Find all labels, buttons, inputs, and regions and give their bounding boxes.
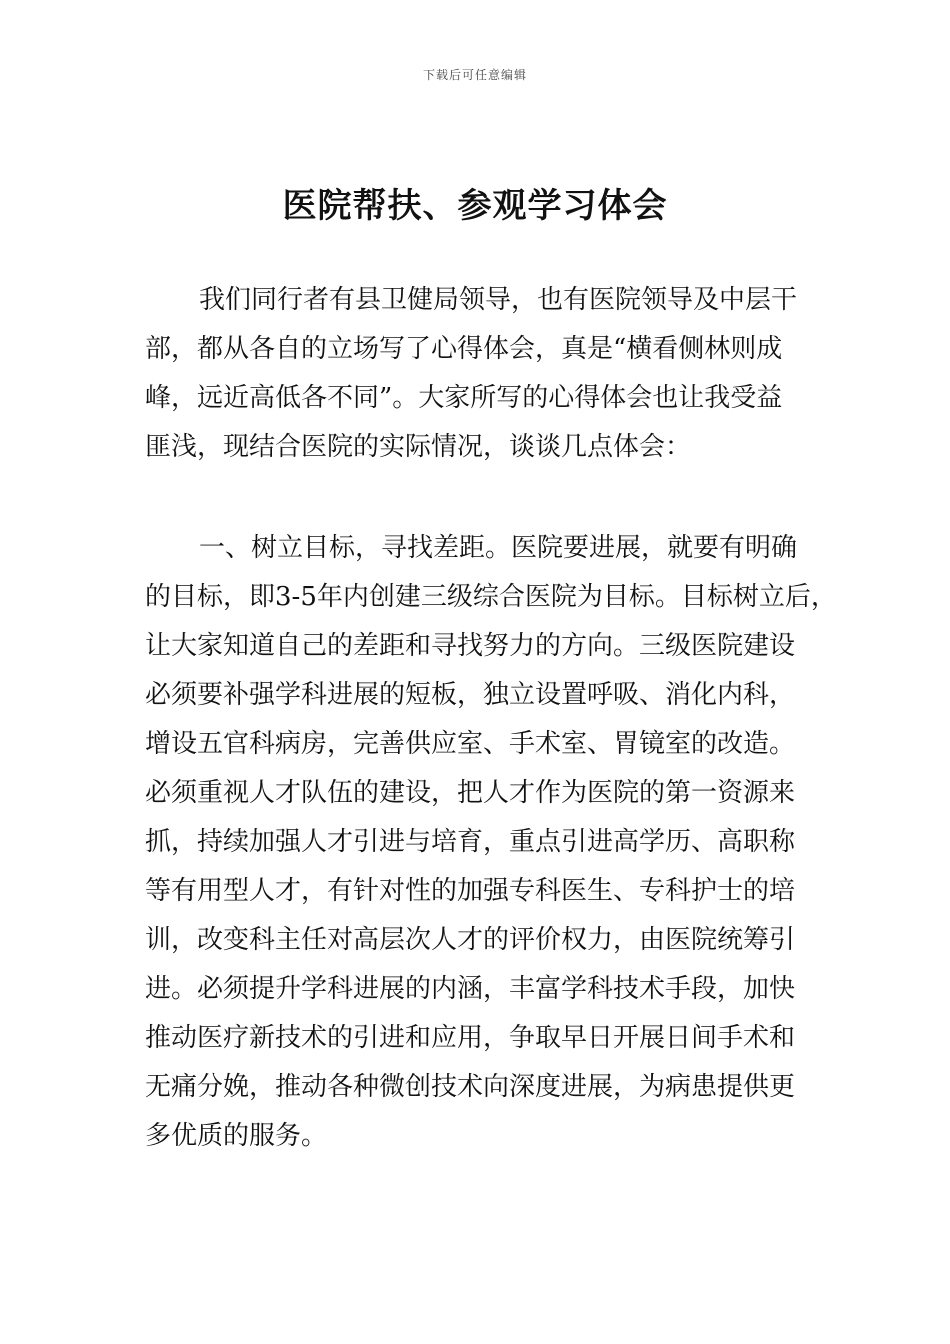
paragraph-line: 的目标，即3-5年内创建三级综合医院为目标。目标树立后， <box>145 582 837 612</box>
paragraph-line: 峰，远近高低各不同”。大家所写的心得体会也让我受益 <box>145 383 783 413</box>
paragraph-line: 部，都从各自的立场写了心得体会，真是“横看侧林则成 <box>145 334 783 364</box>
page-title: 医院帮扶、参观学习体会 <box>282 186 668 226</box>
paragraph-section-one <box>145 524 837 1161</box>
paragraph-line: 让大家知道自己的差距和寻找努力的方向。三级医院建设 <box>145 631 796 661</box>
paragraph-line: 训，改变科主任对高层次人才的评价权力，由医院统筹引 <box>145 925 796 955</box>
paragraph-line: 等有用型人才，有针对性的加强专科医生、专科护士的培 <box>145 876 796 906</box>
paragraph-line: 无痛分娩，推动各种微创技术向深度进展，为病患提供更 <box>145 1072 796 1102</box>
paragraph-line: 推动医疗新技术的引进和应用，争取早日开展日间手术和 <box>145 1023 796 1053</box>
paragraph-line: 我们同行者有县卫健局领导，也有医院领导及中层干 <box>199 285 798 315</box>
paragraph-line: 增设五官科病房，完善供应室、手术室、胃镜室的改造。 <box>145 729 796 759</box>
paragraph-intro <box>145 276 815 472</box>
paragraph-line: 一、树立目标，寻找差距。医院要进展，就要有明确 <box>199 533 798 563</box>
paragraph-line: 匪浅，现结合医院的实际情况，谈谈几点体会： <box>145 432 692 462</box>
header-note: 下载后可任意编辑 <box>422 68 527 82</box>
paragraph-line: 进。必须提升学科进展的内涵，丰富学科技术手段，加快 <box>145 974 796 1004</box>
paragraph-line: 多优质的服务。 <box>145 1121 328 1151</box>
paragraph-line: 必须要补强学科进展的短板，独立设置呼吸、消化内科， <box>145 680 796 710</box>
paragraph-line: 抓，持续加强人才引进与培育，重点引进高学历、高职称 <box>145 827 796 857</box>
paragraph-line: 必须重视人才队伍的建设，把人才作为医院的第一资源来 <box>145 778 796 808</box>
